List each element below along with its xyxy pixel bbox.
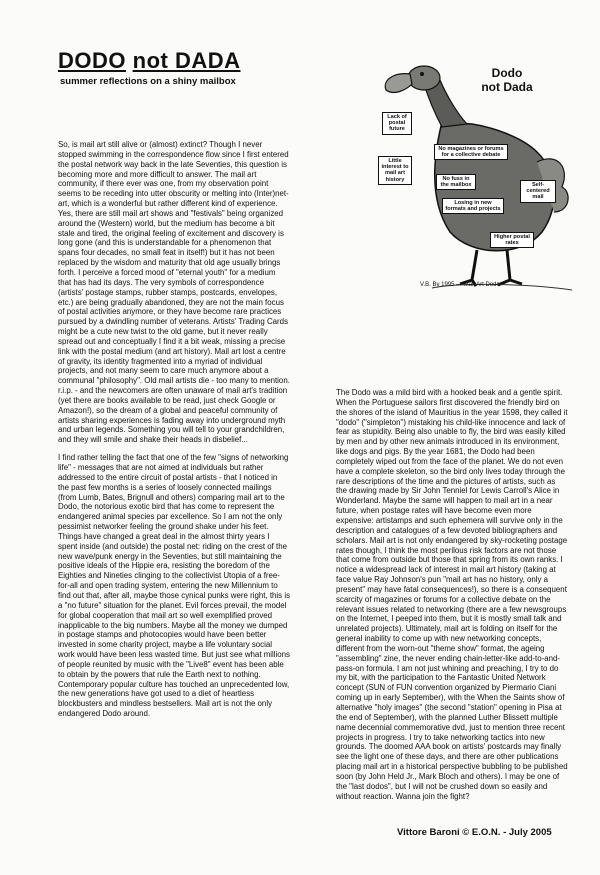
figure-caption: V.B. By 1995 — Mail Art Dodo <box>420 282 500 288</box>
left-paragraph-1: So, is mail art still alive or (almost) extinct? Though I never stopped swimming in the correspondence flow since I first entered the postal network way back in the late Seventies, this question is becoming more and more difficult to answer. The mail art community, if there ever was one, from my observation point seems to be receding into utter obscurity or melting into (Inter)net-art, which is a wonderful but rather different kind of experience. Yes, there are still mail art shows and "festivals" being organized around the (Western) world, but the medium has become a bit stale and tired, the original feeling of excitement and discovery is long gone (and this is understandable for a phenomenon that spans four decades, no small feat in itself!) but it has not been replaced by the wisdom and maturity that old age usually brings forth. I perceive a forced mood of "eternal youth" for a medium that has had its days. The very symbols of correspondence (artists' postage stamps, rubber stamps, postcards, envelopes, etc.) are being gradually abandoned, they are not the main focus of postal activities anymore, or they have become rare practices pursued by a dwindling number of veterans. Artists' Trading Cards might be a cute new twist to the old game, but it never really spread out and conceptually I find it a bit weak, missing a precise link with the postal medium (and art history). Mail art lost a centre of gravity, its identity fragmented into a myriad of individual projects, and not many seem to care much anymore about a communal "philosophy". Old mail artists die - too many to mention. r.i.p. - and the newcomers are often unaware of mail art's tradition (yet there are books available to be read, just check Google or Amazon!), so the dream of a global and peaceful community of artists sharing experiences is fading away into underground myth and urban legends. Something you will tell to your grandchildren, and they will smile and shake their heads in disbelief... <box>58 140 290 445</box>
left-column <box>58 140 290 727</box>
page-subtitle: summer reflections on a shiny mailbox <box>60 76 236 87</box>
dodo-label-self-centered-mail: Self-centered mail <box>520 180 556 203</box>
title-dodo: DODO <box>58 48 126 73</box>
figure-title <box>476 66 538 94</box>
dodo-label-no-fuss: No fuss in the mailbox <box>436 174 476 190</box>
left-paragraph-2: I find rather telling the fact that one of the few "signs of networking life" - messages that are not aimed at individuals but rather addressed to the entire circuit of postal artists - that I noticed in the past few months is a series of loosely connected mailings (from Lumb, Bates, Brignull and others) comparing mail art to the Dodo, the notorious exotic bird that has come to represent the endangered animal species par excellence. So I am not the only pessimist networker feeling the ground shake under his feet. Things have changed a great deal in the almost thirty years I spent inside (and outside) the postal net: riding on the crest of the new wave/punk energy in the Seventies, but still maintaining the positive ideals of the Hippie era, resisting the boredom of the Eighties and Nineties clinging to the collectivist Utopia of a free-for-all and open trading system, entering the new Millennium to find out that, after all, maybe those cynical punks were right, this is a "no future" situation for the planet. Evil forces prevail, the model for global cooperation that mail art so well exemplified proved inapplicable to the big numbers. Maybe all the money we dumped in postage stamps and photocopies would have been better invested in some charity project, maybe a life voluntary social work would have been less wasted time. But just see what millions of people reunited by music with the "Live8" event has been able to obtain by the powers that rule the Earth next to nothing. Contemporary popular culture has touched an unprecedented low, the new generations have got used to a diet of heartless blockbusters and mindless bestsellers. Mail art is not the only endangered Dodo around. <box>58 453 291 719</box>
right-column <box>336 388 568 809</box>
figure-title-line-1: Dodo <box>491 66 523 80</box>
masthead <box>58 48 241 87</box>
right-paragraph-1: The Dodo was a mild bird with a hooked beak and a gentle spirit. When the Portuguese sailors first discovered the friendly bird on the shores of the island of Mauritius in the year 1598, they called it "dodo" ("simpleton") mistaking his child-like innocence and lack of fear as stupidity. Being also unable to fly, the bird was easily killed by men and by other new animals introduced in its environment, like dogs and pigs. By the year 1681, the Dodo had been completely wiped out from the face of the planet. We do not even have a complete skeleton, so the bird only lives today through the rare descriptions of the time and the pictures of artists, such as the drawing made by Sir John Tenniel for Lewis Carroll's Alice in Wonderland. Maybe the same will happen to mail art in a near future, when postage rates will have become even more expensive: artistamps and such ephemera will survive only in the description and catalogues of a few devoted bibliographers and scholars. Mail art is not only endangered by sky-rocketing postage rates though, I think the most perilous risk factors are not those that come from outside but those that spring from its own ranks. I notice a widespread lack of interest in mail art history (taking at face value Ray Johnson's pun "mail art has no history, only a present" may have fatal consequences!), so there is a consequent scarcity of magazines or forums for a collective debate on the relevant issues related to networking (there are a few newsgroups on the Internet, I peeped into them, but it is mostly small talk and unrelated projects). Ultimately, mail art is folding on itself for the general inability to come up with new networking concepts, different from the worn-out "theme show" format, the ageing "assembling" zine, the never ending chain-letter-like add-to-and-pass-on formula. I am not just whining and preaching, I try to do my bit, with the participation to the Fantastic United Network concept (SUN of FUN convention organized by Piermario Ciani coming up in early September), with the When the Saints show of alternative "holy images" (the second "station" opening in Pisa at the end of September), with the planned Luther Blissett multiple name decennial commemorative dvd, just to mention three recent projects in progress. I try to take networking tactics into new grounds. The doomed AAA book on artists' postcards may finally see the light one of these days, and there are other publications placing mail art in a historical perspective bubbling to be published soon (by John Held Jr., Mark Bloch and others). I may be one of the "last dodos", but I will not be crushed down so easily and without reaction. Wanna join the fight? <box>336 388 568 801</box>
dodo-label-new-formats: Losing in new formats and projects <box>442 198 504 214</box>
author-signature: Vittore Baroni © E.O.N. - July 2005 <box>397 827 552 838</box>
dodo-label-little-interest: Little interest to mail art history <box>378 156 412 185</box>
title-not-dada: not DADA <box>132 48 241 73</box>
figure-title-line-2: not Dada <box>481 80 533 94</box>
dodo-label-lack-of-postal-future: Lack of postal future <box>382 112 412 135</box>
dodo-label-no-magazines: No magazines or forums for a collective debate <box>434 144 508 160</box>
page-title <box>58 48 241 74</box>
dodo-label-postal-rates: Higher postal rates <box>490 232 534 248</box>
